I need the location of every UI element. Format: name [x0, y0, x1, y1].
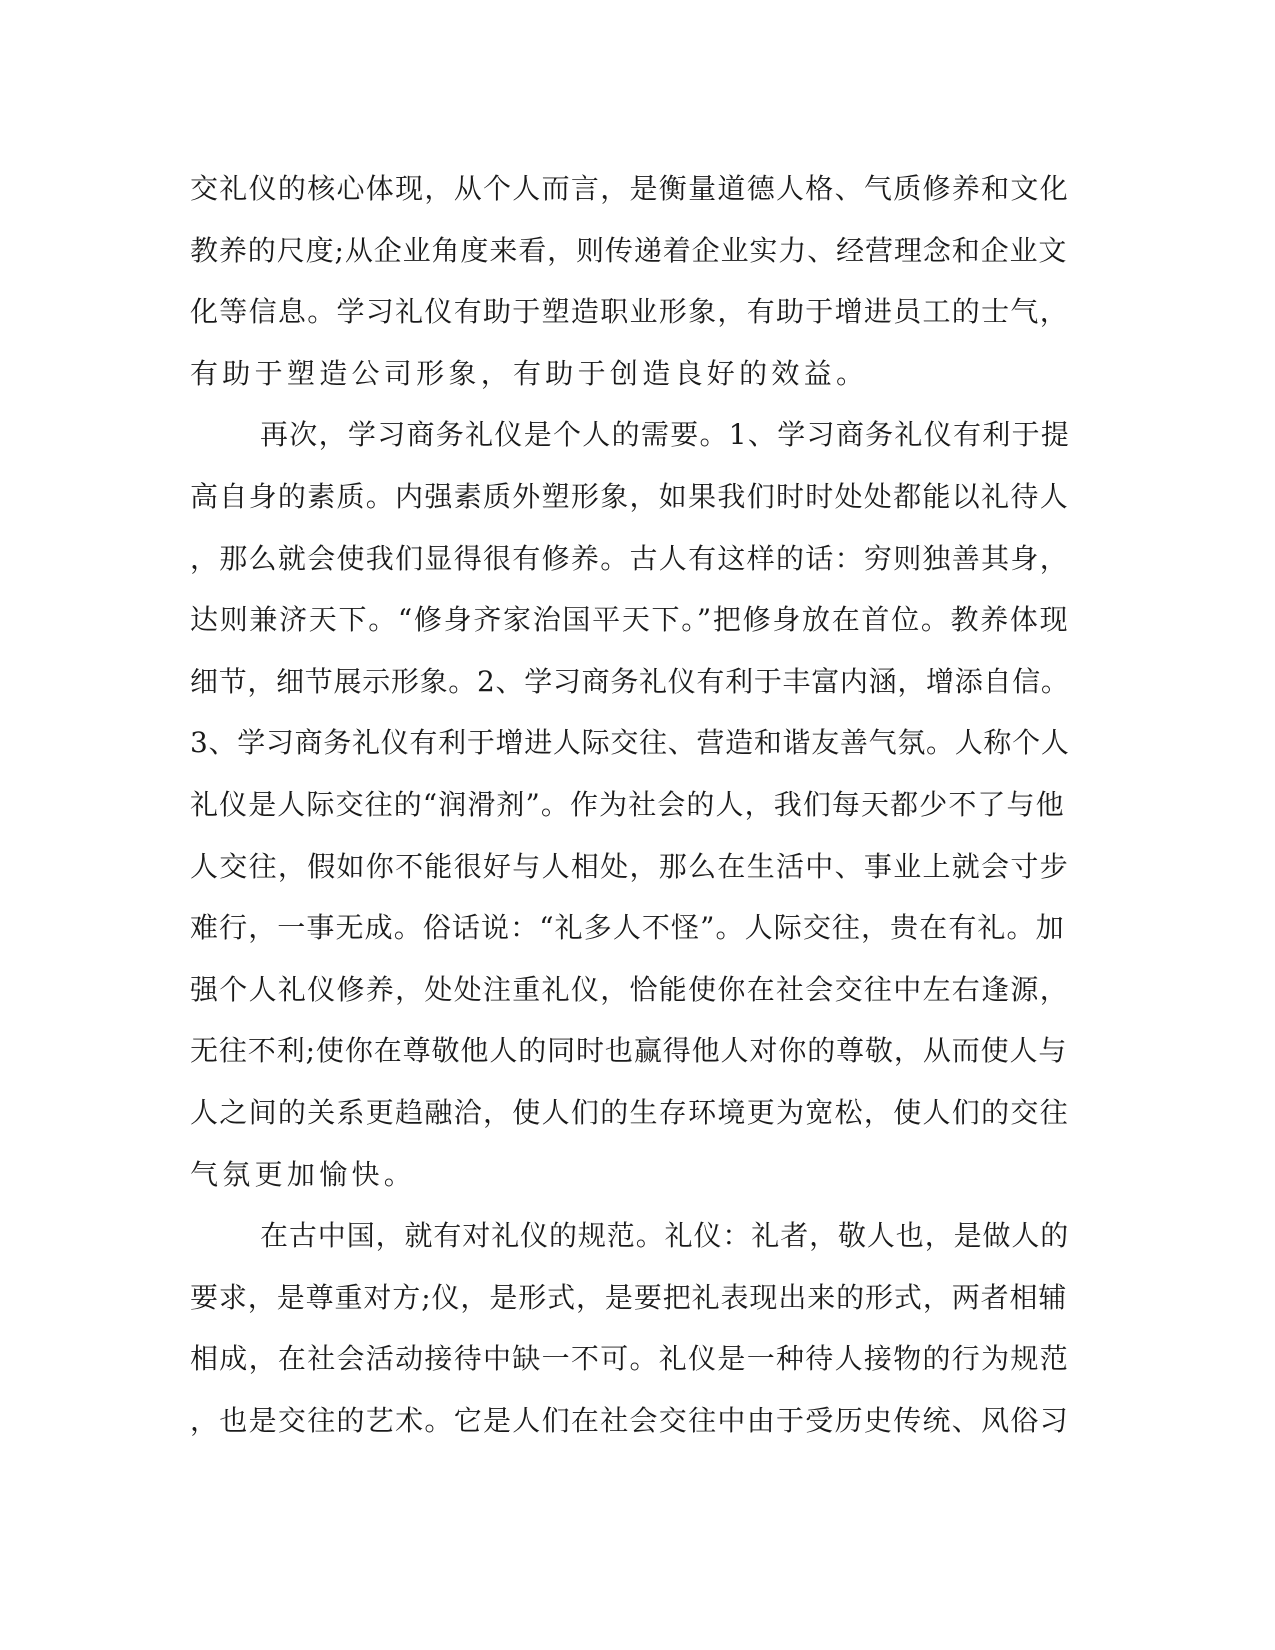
text-line: 无往不利;使你在尊敬他人的同时也赢得他人对你的尊敬，从而使人与 — [190, 1034, 1068, 1068]
body-text — [190, 158, 1070, 1451]
text-line: 化等信息。学习礼仪有助于塑造职业形象，有助于增进员工的士气， — [190, 295, 1070, 329]
text-line: 气氛更加愉快。 — [190, 1157, 417, 1191]
text-line: 礼仪是人际交往的“润滑剂”。作为社会的人，我们每天都少不了与他 — [190, 787, 1065, 821]
text-line: 教养的尺度;从企业角度来看，则传递着企业实力、经营理念和企业文 — [190, 233, 1068, 267]
text-line: ，也是交往的艺术。它是人们在社会交往中由于受历史传统、风俗习 — [190, 1403, 1070, 1437]
text-line: 人之间的关系更趋融洽，使人们的生存环境更为宽松，使人们的交往 — [190, 1095, 1070, 1129]
text-line: 高自身的素质。内强素质外塑形象，如果我们时时处处都能以礼待人 — [190, 479, 1070, 513]
text-line: 难行，一事无成。俗话说：“礼多人不怪”。人际交往，贵在有礼。加 — [190, 911, 1065, 945]
text-line: 交礼仪的核心体现，从个人而言，是衡量道德人格、气质修养和文化 — [190, 172, 1070, 205]
text-line: 相成，在社会活动接待中缺一不可。礼仪是一种待人接物的行为规范 — [190, 1342, 1070, 1376]
text-line: 强个人礼仪修养，处处注重礼仪，恰能使你在社会交往中左右逢源， — [190, 972, 1070, 1006]
text-line: 细节，细节展示形象。2、学习商务礼仪有利于丰富内涵，增添自信。 — [190, 664, 1070, 698]
text-line: 要求，是尊重对方;仪，是形式，是要把礼表现出来的形式，两者相辅 — [190, 1280, 1068, 1314]
paragraph-first-line: 在古中国，就有对礼仪的规范。礼仪：礼者，敬人也，是做人的 — [260, 1219, 1070, 1253]
text-line: 人交往，假如你不能很好与人相处，那么在生活中、事业上就会寸步 — [190, 849, 1070, 883]
text-line: 有助于塑造公司形象，有助于创造良好的效益。 — [190, 356, 869, 390]
text-line: 达则兼济天下。“修身齐家治国平天下。”把修身放在首位。教养体现 — [190, 603, 1070, 637]
text-line: ，那么就会使我们显得很有修养。古人有这样的话：穷则独善其身， — [190, 541, 1070, 575]
text-line: 3、学习商务礼仪有利于增进人际交往、营造和谐友善气氛。人称个人 — [190, 726, 1070, 760]
paragraph-first-line: 再次，学习商务礼仪是个人的需要。1、学习商务礼仪有利于提 — [260, 418, 1071, 452]
